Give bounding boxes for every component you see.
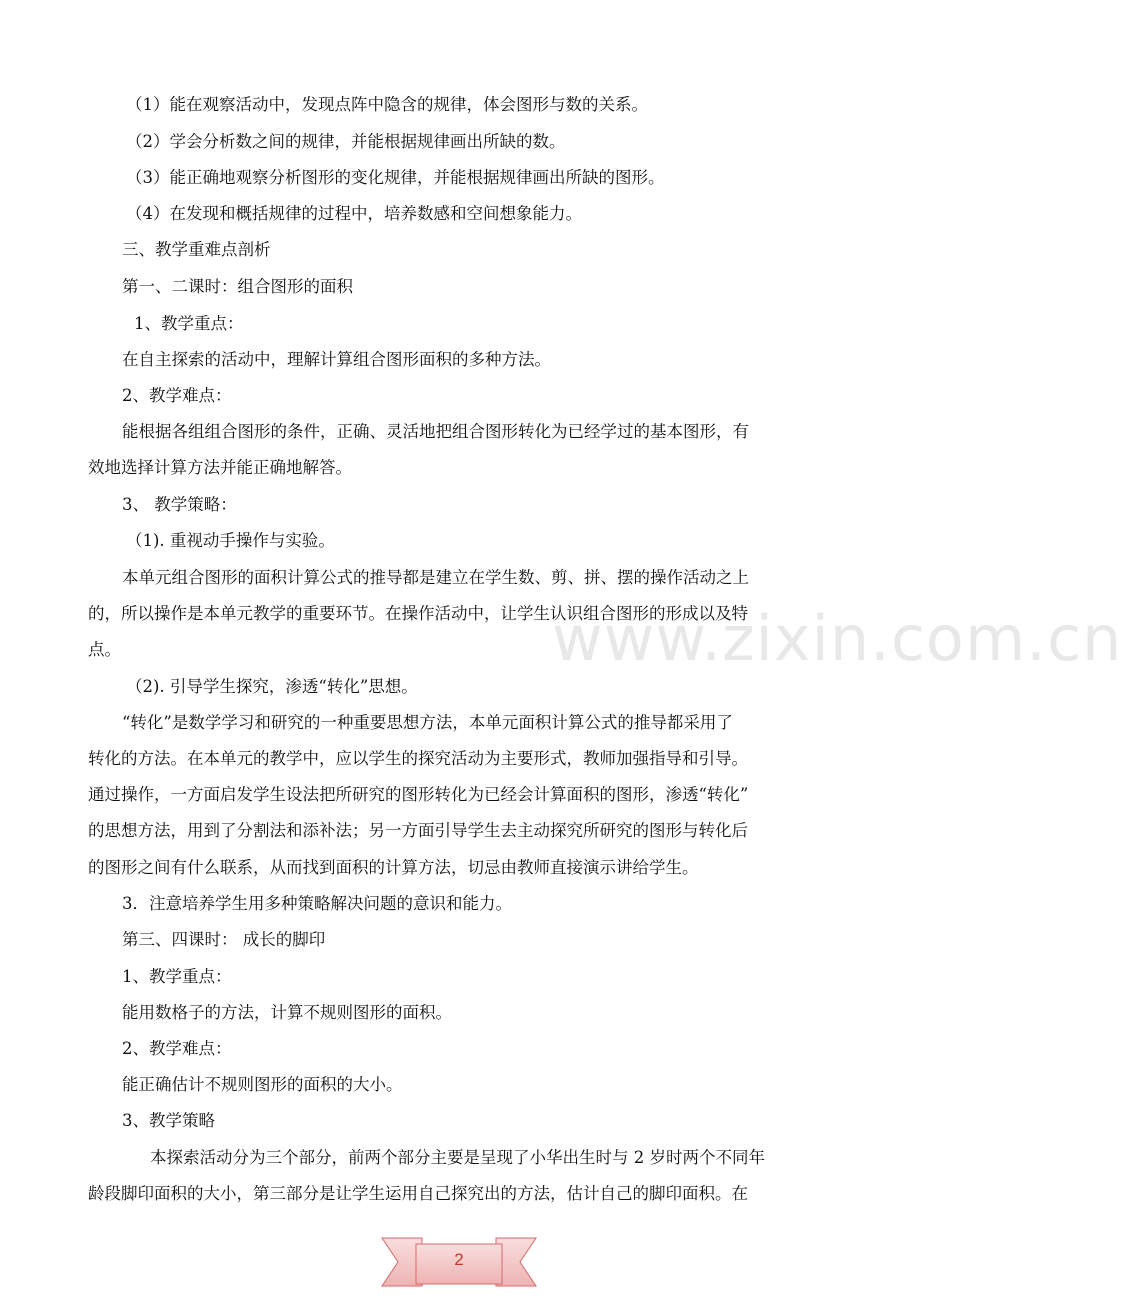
text-line: 效地选择计算方法并能正确地解答。 xyxy=(88,458,352,477)
text-line: 能根据各组组合图形的条件，正确、灵活地把组合图形转化为已经学过的基本图形，有 xyxy=(122,422,749,441)
text-line: 在自主探索的活动中，理解计算组合图形面积的多种方法。 xyxy=(122,350,551,369)
text-line: 本单元组合图形的面积计算公式的推导都是建立在学生数、剪、拼、摆的操作活动之上 xyxy=(122,568,749,587)
text-line: 通过操作，一方面启发学生设法把所研究的图形转化为已经会计算面积的图形，渗透“转化” xyxy=(88,785,749,804)
text-line: “转化”是数学学习和研究的一种重要思想方法，本单元面积计算公式的推导都采用了 xyxy=(122,713,733,732)
page-number: 2 xyxy=(454,1250,464,1269)
text-line: （1）能在观察活动中，发现点阵中隐含的规律，体会图形与数的关系。 xyxy=(126,95,648,114)
text-line: （2）学会分析数之间的规律，并能根据规律画出所缺的数。 xyxy=(126,132,566,151)
text-line: 的图形之间有什么联系，从而找到面积的计算方法，切忌由教师直接演示讲给学生。 xyxy=(88,858,699,877)
text-line: 2、教学难点： xyxy=(122,386,232,405)
text-line: 点。 xyxy=(88,640,121,659)
text-line: 3．注意培养学生用多种策略解决问题的意识和能力。 xyxy=(122,894,512,913)
text-line: 的，所以操作是本单元教学的重要环节。在操作活动中，让学生认识组合图形的形成以及特 xyxy=(88,604,748,623)
text-line: （4）在发现和概括规律的过程中，培养数感和空间想象能力。 xyxy=(126,204,582,223)
page-number-badge xyxy=(380,1234,538,1292)
watermark: www.zixin.com.cn xyxy=(552,602,1122,675)
text-line: 1、教学重点： xyxy=(134,314,244,333)
lesson-heading: 第三、四课时： 成长的脚印 xyxy=(122,930,326,949)
text-line: （1). 重视动手操作与实验。 xyxy=(126,531,335,550)
text-line: （3）能正确地观察分析图形的变化规律，并能根据规律画出所缺的图形。 xyxy=(126,168,665,187)
text-line: 1、教学重点： xyxy=(122,967,232,986)
text-line: 能用数格子的方法，计算不规则图形的面积。 xyxy=(122,1003,452,1022)
text-line: 3、教学策略 xyxy=(122,1111,215,1130)
text-line: 的思想方法，用到了分割法和添补法；另一方面引导学生去主动探究所研究的图形与转化后 xyxy=(88,821,748,840)
text-line: （2). 引导学生探究，渗透“转化”思想。 xyxy=(126,677,418,696)
text-line: 能正确估计不规则图形的面积的大小。 xyxy=(122,1075,403,1094)
text-line: 2、教学难点： xyxy=(122,1039,232,1058)
text-line: 3、 教学策略： xyxy=(122,495,237,514)
text-line: 龄段脚印面积的大小，第三部分是让学生运用自己探究出的方法，估计自己的脚印面积。在 xyxy=(88,1184,748,1203)
lesson-heading: 第一、二课时：组合图形的面积 xyxy=(122,277,353,296)
text-line: 本探索活动分为三个部分，前两个部分主要是呈现了小华出生时与 2 岁时两个不同年 xyxy=(150,1148,765,1167)
section-heading: 三、教学重难点剖析 xyxy=(122,240,271,259)
text-line: 转化的方法。在本单元的教学中，应以学生的探究活动为主要形式，教师加强指导和引导。 xyxy=(88,749,748,768)
